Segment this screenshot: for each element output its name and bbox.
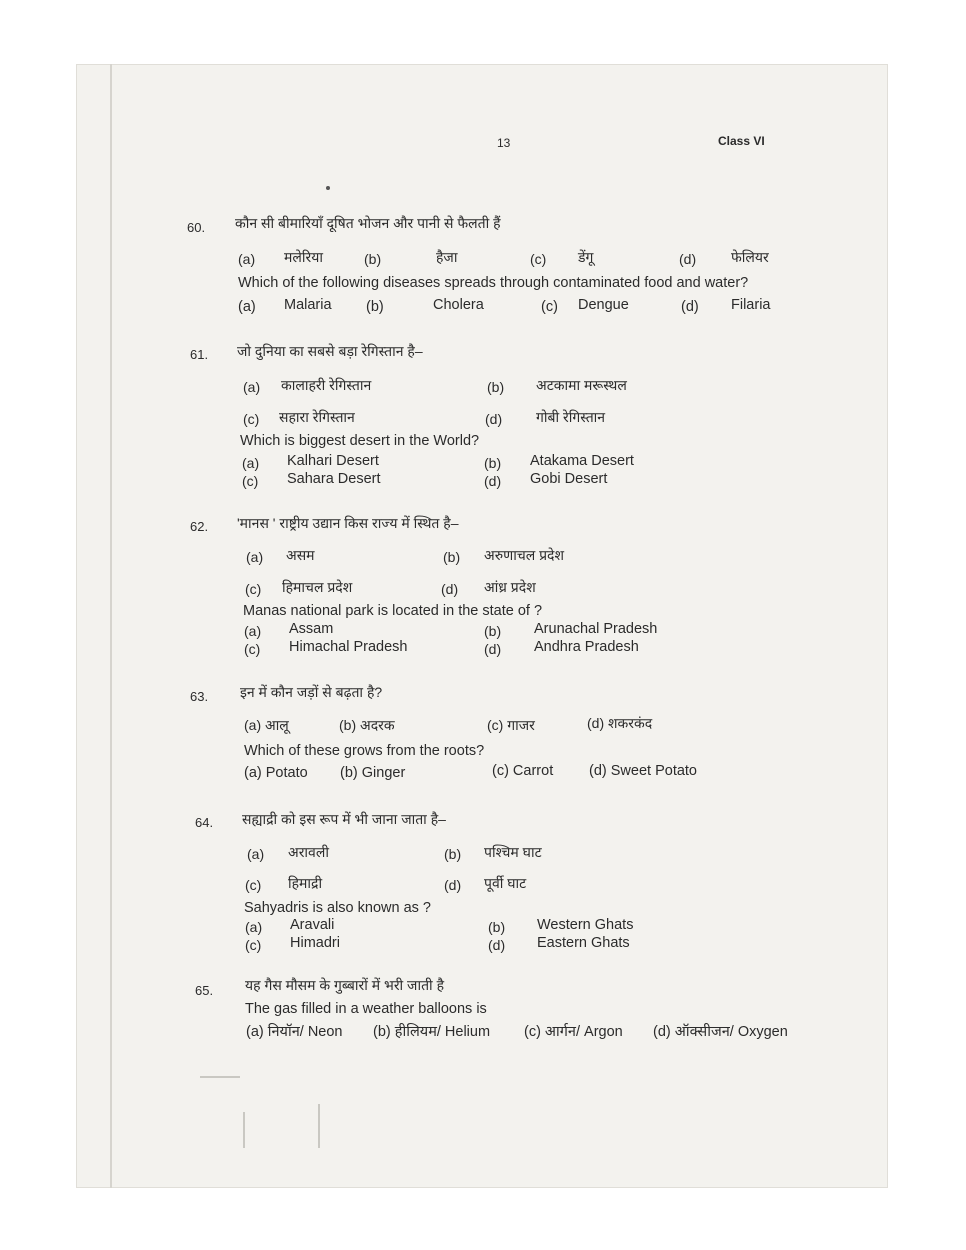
option-text-hindi: हिमाचल प्रदेश xyxy=(282,579,353,595)
option-text: Western Ghats xyxy=(537,917,634,933)
option-text: Arunachal Pradesh xyxy=(534,621,658,637)
question-number: 63. xyxy=(190,689,209,704)
page-number: 13 xyxy=(497,136,511,150)
option-text-hindi: सहारा रेगिस्तान xyxy=(279,409,355,425)
question-text-english: Manas national park is located in the state of ? xyxy=(243,603,543,619)
option-label: (c) xyxy=(244,641,261,657)
option-label: (a) xyxy=(244,623,262,639)
option-text: (c) Carrot xyxy=(492,763,554,779)
option-text-hindi: हिमाद्री xyxy=(288,875,323,891)
option-label: (c) xyxy=(541,299,558,315)
question-number: 60. xyxy=(187,220,206,235)
option-text-hindi: गोबी रेगिस्तान xyxy=(536,409,606,425)
option-label: (d) xyxy=(484,473,502,489)
option-text: Himachal Pradesh xyxy=(289,639,408,655)
option-label: (a) xyxy=(247,846,265,862)
option-label: (d) xyxy=(681,299,699,315)
option-label: (d) xyxy=(441,581,459,597)
option-hindi: (d) शकरकंद xyxy=(587,715,653,731)
question-text-hindi: कौन सी बीमारियाँ दूषित भोजन और पानी से फैलती हैं xyxy=(235,215,501,231)
option-text: Filaria xyxy=(731,297,771,313)
option-label: (d) xyxy=(679,251,697,267)
question-text-hindi: इन में कौन जड़ों से बढ़ता है? xyxy=(240,684,383,700)
option-text: Himadri xyxy=(290,935,340,951)
option-text: Cholera xyxy=(433,297,484,313)
option-text-hindi: पश्चिम घाट xyxy=(484,844,542,860)
scan-mark xyxy=(200,1076,240,1078)
question-text-hindi: 'मानस ' राष्ट्रीय उद्यान किस राज्य में स्थित है– xyxy=(237,515,459,531)
option-text: Assam xyxy=(289,621,334,637)
option-text-hindi: अटकामा मरूस्थल xyxy=(536,377,627,393)
option-text: Gobi Desert xyxy=(530,471,608,487)
option-label: (b) xyxy=(484,623,502,639)
page-fold-line xyxy=(110,64,112,1188)
option-text: Eastern Ghats xyxy=(537,935,630,951)
option-label: (c) xyxy=(245,877,262,893)
option-text: Sahara Desert xyxy=(287,471,381,487)
option-text: Malaria xyxy=(284,297,332,313)
option-label: (d) xyxy=(484,641,502,657)
question-text-hindi: सह्याद्री को इस रूप में भी जाना जाता है– xyxy=(242,811,446,827)
question-text-english: Which of these grows from the roots? xyxy=(244,743,485,759)
scan-mark xyxy=(318,1104,320,1148)
option-label: (d) xyxy=(444,877,462,893)
option-label: (a) xyxy=(245,919,263,935)
option-text: (a) Potato xyxy=(244,765,308,781)
option-text: Dengue xyxy=(578,297,629,313)
option-text-hindi: डेंगू xyxy=(578,249,594,265)
scan-mark xyxy=(243,1112,245,1148)
option-label: (b) xyxy=(487,379,505,395)
option-label: (d) xyxy=(485,411,503,427)
option-label: (a) xyxy=(243,379,261,395)
question-text-hindi: जो दुनिया का सबसे बड़ा रेगिस्तान है– xyxy=(237,343,423,359)
option-label: (c) xyxy=(530,251,547,267)
option-text-hindi: अरावली xyxy=(288,844,329,860)
option-text: (b) हीलियम/ Helium xyxy=(373,1024,491,1040)
option-label: (c) xyxy=(245,581,262,597)
option-hindi: (b) अदरक xyxy=(339,717,395,733)
option-label: (b) xyxy=(444,846,462,862)
question-number: 65. xyxy=(195,983,214,998)
option-label: (c) xyxy=(242,473,259,489)
class-label: Class VI xyxy=(718,134,765,148)
option-label: (a) xyxy=(242,455,260,471)
option-text-hindi: हैजा xyxy=(436,249,458,265)
question-text-hindi: यह गैस मौसम के गुब्बारों में भरी जाती है xyxy=(245,977,445,993)
question-number: 64. xyxy=(195,815,214,830)
option-label: (b) xyxy=(443,549,461,565)
option-text-hindi: अरुणाचल प्रदेश xyxy=(484,547,565,563)
option-label: (a) xyxy=(238,299,256,315)
question-text-english: Sahyadris is also known as ? xyxy=(244,900,431,916)
option-text-hindi: पूर्वी घाट xyxy=(484,875,527,891)
question-text-english: The gas filled in a weather balloons is xyxy=(245,1001,487,1017)
option-text: (d) Sweet Potato xyxy=(589,763,697,779)
ink-dot xyxy=(326,186,330,190)
option-text: (a) नियॉन/ Neon xyxy=(246,1024,343,1040)
option-text: (c) आर्गन/ Argon xyxy=(524,1024,623,1040)
option-label: (b) xyxy=(488,919,506,935)
question-text-english: Which is biggest desert in the World? xyxy=(240,433,480,449)
option-text-hindi: मलेरिया xyxy=(284,249,323,265)
question-number: 62. xyxy=(190,519,209,534)
question-number: 61. xyxy=(190,347,209,362)
option-hindi: (a) आलू xyxy=(244,717,289,733)
option-label: (c) xyxy=(243,411,260,427)
option-label: (a) xyxy=(238,251,256,267)
option-text-hindi: असम xyxy=(286,547,315,563)
option-text: Andhra Pradesh xyxy=(534,639,639,655)
option-hindi: (c) गाजर xyxy=(487,717,535,733)
option-text-hindi: आंध्र प्रदेश xyxy=(484,579,536,595)
option-label: (b) xyxy=(484,455,502,471)
option-label: (b) xyxy=(366,299,384,315)
option-text: Aravali xyxy=(290,917,335,933)
option-label: (b) xyxy=(364,251,382,267)
option-text: Atakama Desert xyxy=(530,453,634,469)
option-text-hindi: कालाहरी रेगिस्तान xyxy=(281,377,372,393)
option-text-hindi: फेलियर xyxy=(731,249,769,265)
option-text: Kalhari Desert xyxy=(287,453,379,469)
option-label: (d) xyxy=(488,937,506,953)
question-text-english: Which of the following diseases spreads through contaminated food and water? xyxy=(238,275,749,291)
option-text: (b) Ginger xyxy=(340,765,406,781)
option-label: (a) xyxy=(246,549,264,565)
option-label: (c) xyxy=(245,937,262,953)
option-text: (d) ऑक्सीजन/ Oxygen xyxy=(653,1024,788,1040)
